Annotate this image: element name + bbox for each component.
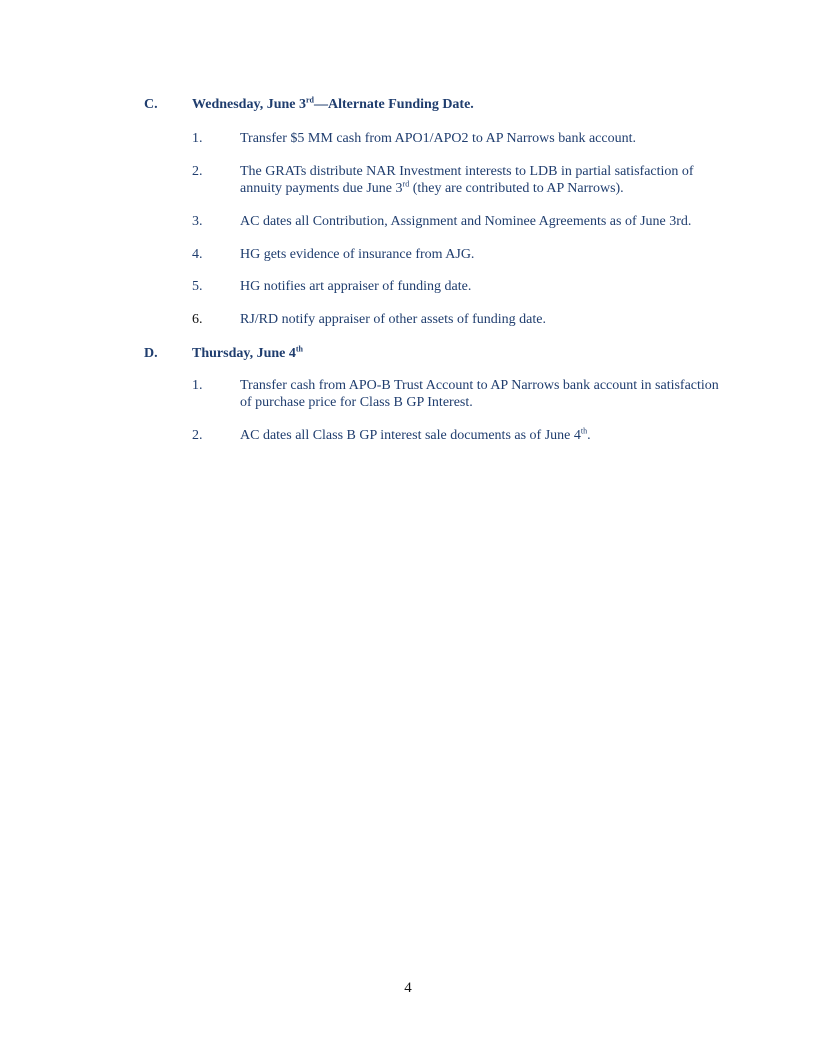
item-text: Transfer cash from APO-B Trust Account to AP Narrows bank account in satisfaction of purchase price for Class B GP Interest.	[240, 378, 719, 410]
section-title-sup: th	[295, 344, 303, 354]
item-number: 2.	[192, 164, 203, 179]
section-letter: D.	[144, 346, 158, 361]
item-text: RJ/RD notify appraiser of other assets of funding date.	[240, 312, 546, 327]
item-text-part: AC dates all Class B GP interest sale documents as of June 4	[240, 428, 581, 443]
section-title-sup: rd	[305, 95, 314, 105]
item-number: 2.	[192, 428, 203, 443]
item-text: Transfer $5 MM cash from APO1/APO2 to AP Narrows bank account.	[240, 131, 636, 146]
item-number: 4.	[192, 247, 203, 262]
item-number: 1.	[192, 378, 203, 393]
item-text-part: The GRATs distribute NAR Investment interests to LDB in partial satisfaction of annuity payments due June 3	[240, 164, 694, 196]
page-number: 4	[404, 980, 412, 996]
section-title	[192, 96, 474, 113]
item-number: 1.	[192, 131, 203, 146]
section-title	[192, 345, 303, 362]
section-title-main: Wednesday, June 3	[192, 97, 306, 112]
item-text-sup: th	[580, 426, 588, 436]
item-text: HG gets evidence of insurance from AJG.	[240, 247, 475, 262]
item-text-sup: rd	[402, 179, 410, 189]
item-text-part: (they are contributed to AP Narrows).	[409, 181, 624, 196]
item-number: 3.	[192, 214, 203, 229]
section-letter: C.	[144, 97, 158, 112]
section-title-main: Thursday, June 4	[192, 346, 296, 361]
section-title-rest: —Alternate Funding Date.	[313, 97, 474, 112]
item-number: 6.	[192, 312, 203, 327]
item-text	[240, 163, 722, 197]
item-text: HG notifies art appraiser of funding date.	[240, 279, 472, 294]
item-text-part: .	[587, 428, 591, 443]
item-text: AC dates all Contribution, Assignment and Nominee Agreements as of June 3rd.	[240, 214, 692, 229]
item-number: 5.	[192, 279, 203, 294]
item-text	[240, 427, 722, 444]
